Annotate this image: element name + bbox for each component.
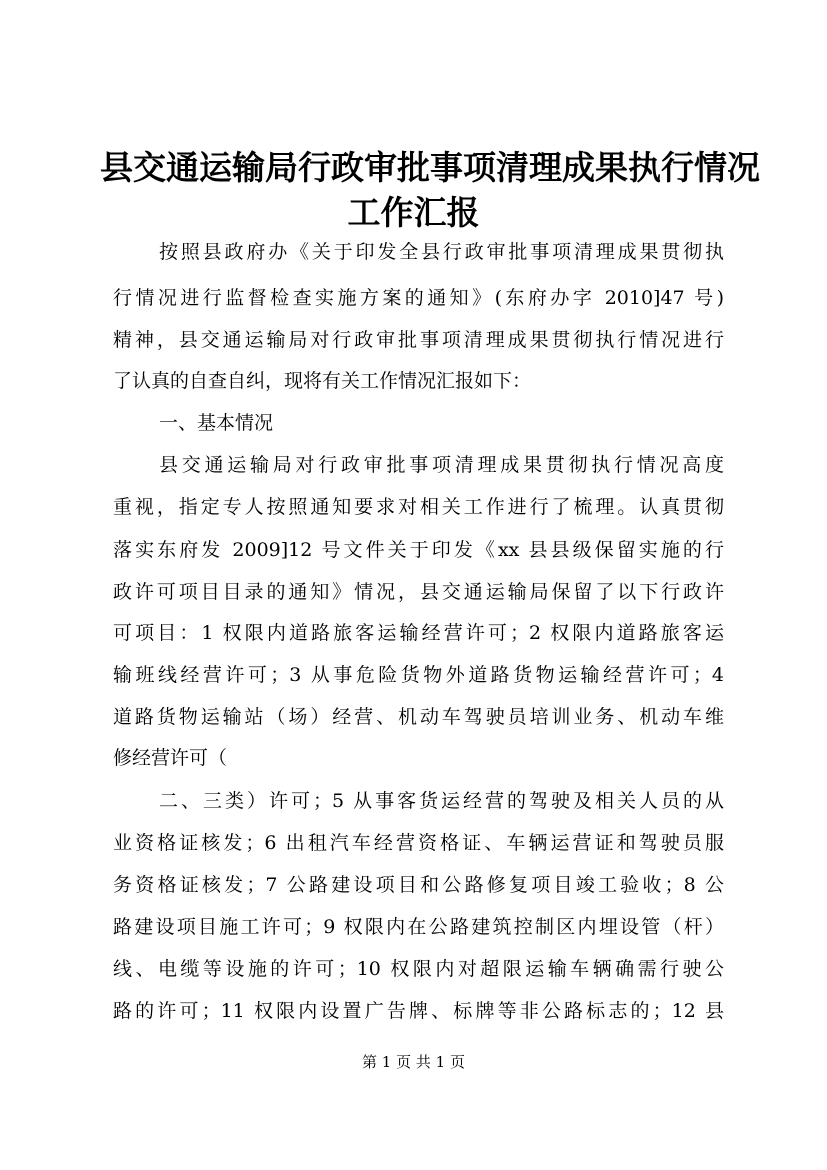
- body-line-10: 可项目：1 权限内道路旅客运输经营许可；2 权限内道路旅客运: [113, 622, 724, 644]
- body-line-6: 县交通运输局对行政审批事项清理成果贯彻执行情况高度: [159, 454, 724, 476]
- body-line-8: 落实东府发 2009]12 号文件关于印发《xx 县县级保留实施的行: [113, 539, 724, 561]
- body-line-18: 线、电缆等设施的许可；10 权限内对超限运输车辆确需行驶公: [113, 958, 724, 980]
- section-heading-basic-situation: 一、基本情况: [159, 412, 274, 434]
- body-line-1: 按照县政府办《关于印发全县行政审批事项清理成果贯彻执: [159, 241, 724, 263]
- body-line-2: 行情况进行监督检查实施方案的通知》(东府办字 2010]47 号): [113, 287, 724, 309]
- document-title-line-2: 工作汇报: [347, 193, 480, 232]
- body-line-11: 输班线经营许可；3 从事危险货物外道路货物运输经营许可；4: [113, 664, 724, 686]
- document-title-line-1: 县交通运输局行政审批事项清理成果执行情况: [100, 148, 760, 187]
- body-line-19: 路的许可；11 权限内设置广告牌、标牌等非公路标志的；12 县: [113, 1000, 724, 1022]
- body-line-12: 道路货物运输站（场）经营、机动车驾驶员培训业务、机动车维: [113, 706, 724, 728]
- body-line-7: 重视，指定专人按照通知要求对相关工作进行了梳理。认真贯彻: [113, 496, 724, 518]
- body-line-14: 二、三类）许可；5 从事客货运经营的驾驶及相关人员的从: [159, 790, 724, 812]
- body-line-3: 精神，县交通运输局对行政审批事项清理成果贯彻执行情况进行: [113, 329, 724, 351]
- page-footer: 第 1 页 共 1 页: [362, 1053, 465, 1071]
- body-line-17: 路建设项目施工许可；9 权限内在公路建筑控制区内埋设管（杆）: [113, 916, 724, 938]
- body-line-16: 务资格证核发；7 公路建设项目和公路修复项目竣工验收；8 公: [113, 874, 724, 896]
- body-line-13: 修经营许可（: [113, 747, 228, 769]
- body-line-4: 了认真的自查自纠，现将有关工作情况汇报如下：: [113, 370, 532, 392]
- body-line-15: 业资格证核发；6 出租汽车经营资格证、车辆运营证和驾驶员服: [113, 832, 724, 854]
- body-line-9: 政许可项目目录的通知》情况，县交通运输局保留了以下行政许: [113, 581, 724, 603]
